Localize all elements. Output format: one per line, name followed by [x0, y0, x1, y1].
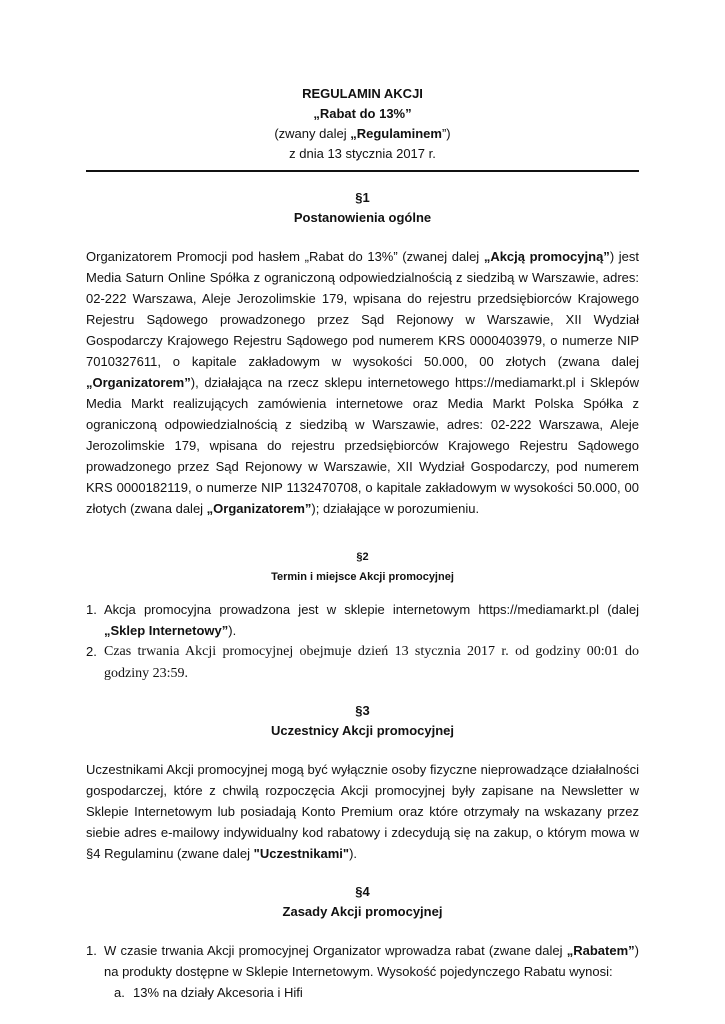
section-3 [86, 701, 639, 864]
header-divider [86, 170, 639, 172]
document-date: z dnia 13 stycznia 2017 r. [289, 146, 436, 161]
section-4 [86, 882, 639, 1003]
sub-list-item: a. 13% na działy Akcesoria i Hifi [114, 985, 303, 1000]
section-paragraph: Organizatorem Promocji pod hasłem „Rabat do 13%” (zwanej dalej „Akcją promocyjną”) jest Media Saturn Online Spółka z ograniczoną odpowiedzialnością z siedzibą w Warszawie, adres: 02-222 Warszawa, Aleje Jerozolimskie 179, wpisana do rejestru przedsiębiorców Krajowego Rejestru Sądowego prowadzonego przez Sąd Rejonowy w Warszawie, XII Wydział Gospodarczy Krajowego Rejestru Sądowego pod numerem KRS 0000403979, o numerze NIP 7010327611, o kapitale zakładowym w wysokości 50.000, 00 złotych (zwana dalej „Organizatorem”), działająca na rzecz sklepu internetowego https://mediamarkt.pl i Sklepów Media Markt realizujących zamówienia internetowe oraz Media Markt Polska Spółka z ograniczoną odpowiedzialnością z siedzibą w Warszawie, adres: 02-222 Warszawa, Aleje Jerozolimskie 179, wpisana do rejestru przedsiębiorców Krajowego Rejestru Sądowego prowadzonego przez Sąd Rejonowy w Warszawie, XII Wydział Gospodarczy, pod numerem KRS 0000182119, o numerze NIP 1132470708, o kapitale zakładowym w wysokości 50.000, 00 złotych (zwana dalej „Organizatorem”); działające w porozumieniu. [86, 249, 639, 516]
list-item: 1. W czasie trwania Akcji promocyjnej Organizator wprowadza rabat (zwane dalej „Rabatem”) na produkty dostępne w Sklepie Internetowym. Wysokość pojedynczego Rabatu wynosi: [86, 943, 639, 979]
promotion-name: „Rabat do 13%” [313, 106, 412, 121]
section-title: Uczestnicy Akcji promocyjnej [270, 723, 455, 738]
section-title: Termin i miejsce Akcji promocyjnej [271, 571, 454, 583]
document-title: REGULAMIN AKCJI [302, 86, 423, 101]
section-list [86, 940, 639, 982]
section-title: Postanowienia ogólne [293, 210, 432, 225]
document-header [86, 84, 639, 164]
document-page [86, 84, 639, 1003]
section-number: §1 [355, 190, 370, 205]
section-list [86, 599, 639, 685]
section-2 [86, 547, 639, 685]
section-title: Zasady Akcji promocyjnej [282, 904, 443, 919]
section-number: §2 [356, 551, 369, 563]
section-paragraph: Uczestnikami Akcji promocyjnej mogą być wyłącznie osoby fizyczne nieprowadzące działalności gospodarczej, które z chwilą rozpoczęcia Akcji promocyjnej były zapisane na Newsletter w Sklepie Internetowym lub posiadają Konto Premium oraz które otrzymały na wskazany przez siebie adres e-mailowy indywidualny kod rabatowy i zdecydują się na zakup, o którym mowa w §4 Regulaminu (zwane dalej "Uczestnikami"). [86, 762, 639, 861]
list-item: 2. Czas trwania Akcji promocyjnej obejmuje dzień 13 stycznia 2017 r. od godziny 00:01 do godziny 23:59. [86, 644, 639, 681]
section-1 [86, 188, 639, 519]
section-number: §4 [355, 884, 370, 899]
section-number: §3 [355, 703, 370, 718]
list-item: 1. Akcja promocyjna prowadzona jest w sklepie internetowym https://mediamarkt.pl (dalej „Sklep Internetowy”). [86, 602, 639, 638]
document-alias: (zwany dalej „Regulaminem”) [274, 126, 451, 141]
